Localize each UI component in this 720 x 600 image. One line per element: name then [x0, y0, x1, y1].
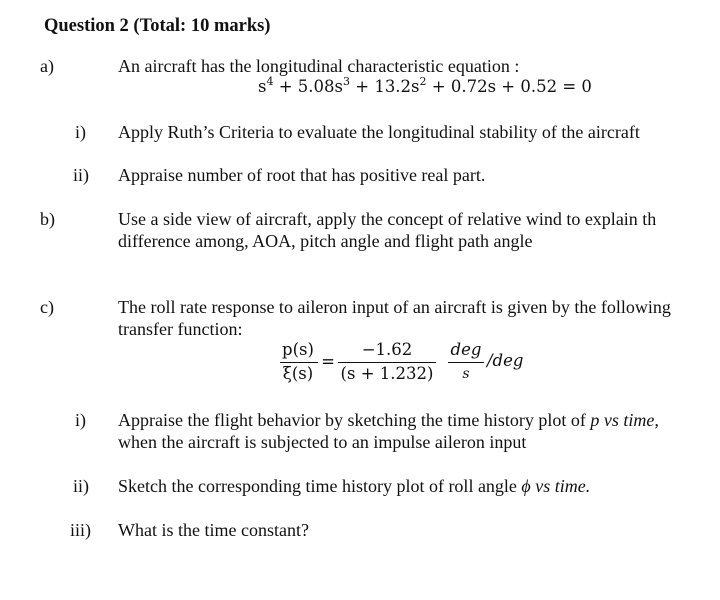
- part-c-line1: The roll rate response to aileron input of an aircraft is given by the following: [118, 297, 671, 317]
- question-title: Question 2 (Total: 10 marks): [44, 16, 271, 36]
- part-c-ii-text-pre: Sketch the corresponding time history plot of roll angle: [118, 476, 522, 496]
- part-a-i-text: Apply Ruth’s Criteria to evaluate the longitudinal stability of the aircraft: [118, 122, 640, 142]
- eq-term-2: + 5.08s: [273, 77, 343, 96]
- tf-unit-tail: /deg: [487, 351, 524, 370]
- tf-unit-numerator: deg: [450, 340, 482, 359]
- tf-lhs-numerator: p(s): [282, 340, 314, 359]
- part-c-ii-text: [118, 475, 590, 497]
- part-a-i-label: i): [75, 122, 86, 142]
- part-a-ii-label: ii): [73, 165, 89, 185]
- part-b-line2: difference among, AOA, pitch angle and flight path angle: [118, 231, 533, 251]
- part-c-i-line1: [118, 409, 659, 431]
- characteristic-equation: [258, 77, 592, 96]
- tf-unit-bar: [448, 362, 484, 363]
- part-c-i-label: i): [75, 410, 86, 430]
- tf-lhs-bar: [280, 362, 318, 363]
- eq-term-3: + 13.2s: [350, 77, 420, 96]
- tf-rhs-bar: [338, 362, 436, 363]
- eq-exp-2: 3: [343, 75, 350, 88]
- part-c-i-line2: when the aircraft is subjected to an impulse aileron input: [118, 432, 527, 452]
- part-c-line2: transfer function:: [118, 319, 243, 339]
- tf-lhs-denominator: ξ(s): [282, 364, 314, 383]
- eq-term-4: + 0.72s + 0.52 = 0: [426, 77, 592, 96]
- part-c-iii-label: iii): [70, 520, 91, 540]
- part-a-label: a): [40, 56, 54, 76]
- part-a-text: An aircraft has the longitudinal characteristic equation :: [118, 56, 520, 76]
- tf-equals: =: [321, 352, 335, 371]
- part-c-i-line1-math: p vs time,: [590, 410, 659, 430]
- tf-rhs-numerator: −1.62: [361, 340, 413, 359]
- eq-exp-1: 4: [266, 75, 274, 88]
- eq-term-1: s: [258, 77, 267, 96]
- part-c-ii-label: ii): [73, 476, 89, 496]
- part-c-i-line1-text: Appraise the flight behavior by sketching the time history plot of: [118, 410, 591, 430]
- eq-exp-3: 2: [419, 75, 427, 88]
- part-a-ii-text: Appraise number of root that has positive real part.: [118, 165, 486, 185]
- tf-rhs-denominator: (s + 1.232): [340, 364, 434, 383]
- part-b-label: b): [40, 209, 55, 229]
- part-c-label: c): [40, 297, 54, 317]
- part-c-iii-text: What is the time constant?: [118, 520, 309, 540]
- part-c-ii-text-math: ϕ vs time.: [521, 476, 591, 496]
- tf-unit-denominator: s: [462, 366, 470, 382]
- part-b-line1: Use a side view of aircraft, apply the concept of relative wind to explain th: [118, 209, 657, 229]
